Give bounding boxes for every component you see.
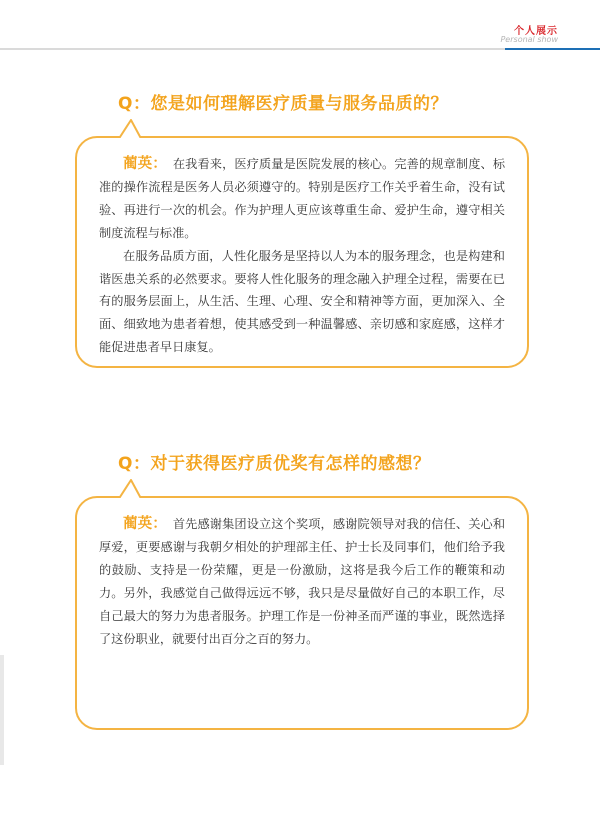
- speech-tail-icon: [118, 119, 142, 138]
- page-edge-mark: [0, 655, 4, 765]
- answer-2-paragraph-1: [99, 513, 505, 650]
- speech-tail-icon: [118, 479, 142, 498]
- answer-1-paragraph-2: 在服务品质方面，人性化服务是坚持以人为本的服务理念，也是构建和谐医患关系的必然要求。要将人性化服务的理念融入护理全过程，需要在已有的服务层面上，从生活、生理、心理、安全和精神等方面，更加深入、全面、细致地为患者着想，使其感受到一种温馨感、亲切感和家庭感，这样才能促进患者早日康复。: [99, 248, 505, 355]
- paragraph-text: 在我看来，医疗质量是医院发展的核心。完善的规章制度、标准的操作流程是医务人员必须遵守的。特别是医疗工作关乎着生命，没有试验、再进行一次的机会。作为护理人更应该尊重生命、爱护生命，遵守相关制度流程与标准。: [99, 157, 506, 240]
- paragraph-text: 首先感谢集团设立这个奖项，感谢院领导对我的信任、关心和厚爱，更要感谢与我朝夕相处的护理部主任、护士长及同事们，他们给予我的鼓励、支持是一份荣耀，更是一份激励，这将是我今后工作的鞭策和动力。另外，我感觉自己做得远远不够，我只是尽量做好自己的本职工作，尽自己最大的努力为患者服务。护理工作是一份神圣而严谨的事业，既然选择了这份职业，就要付出百分之百的努力。: [99, 517, 506, 646]
- question-1: Q：您是如何理解医疗质量与服务品质的？: [118, 94, 448, 114]
- answer-bubble-1: [75, 136, 529, 368]
- header-title: 个人展示: [514, 26, 558, 37]
- question-2: Q：对于获得医疗质优奖有怎样的感想？: [118, 454, 431, 474]
- answer-text-1: [77, 138, 527, 359]
- answer-bubble-2: [75, 496, 529, 730]
- speaker-name: 蔺英：: [123, 516, 167, 532]
- speaker-name: 蔺英：: [123, 156, 167, 172]
- header-accent-bar: [505, 48, 600, 50]
- header-subtitle: Personal show: [500, 35, 558, 44]
- answer-text-2: [77, 498, 527, 650]
- answer-1-paragraph-1: [99, 153, 505, 245]
- header-divider: [0, 48, 505, 50]
